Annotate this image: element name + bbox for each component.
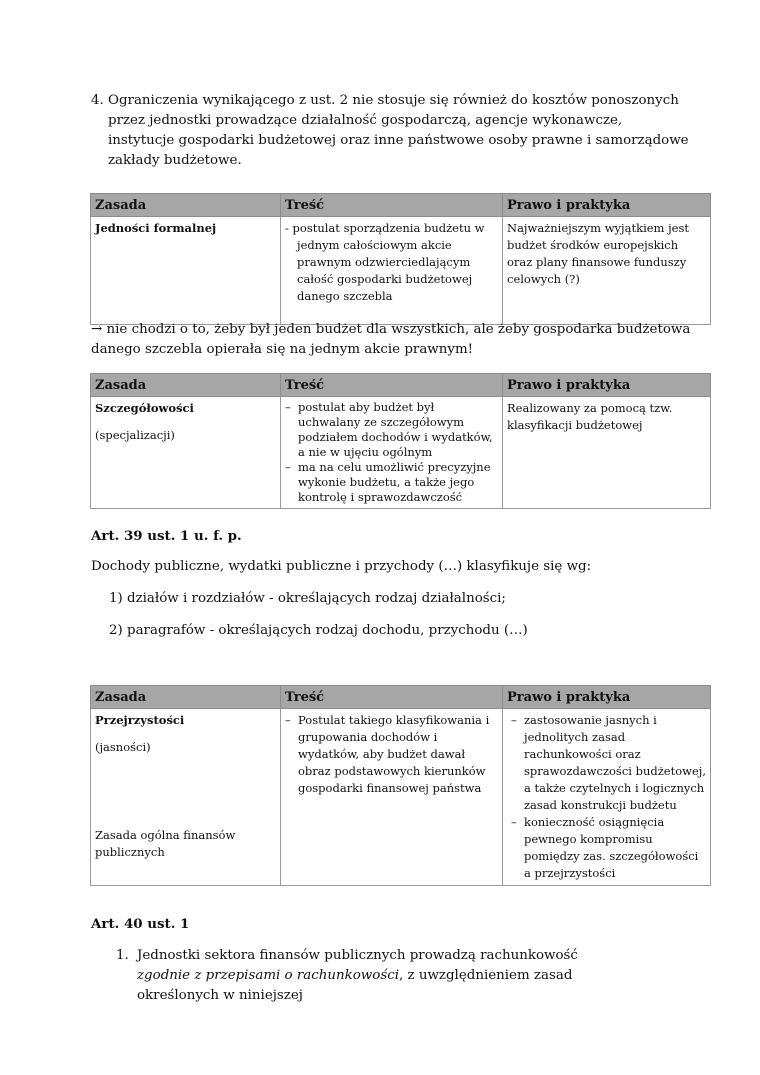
list-item: – zastosowanie jasnych i jednolitych zasad rachunkowości oraz sprawozdawczości budżetowej, a także czytelnych i logicznych zasad konstrukcji budżetu <box>511 712 706 814</box>
item-text-a: Jednostki sektora finansów publicznych prowadzą rachunkowość <box>137 948 578 963</box>
cell-tresc <box>281 397 503 509</box>
cell-zasada <box>91 709 281 886</box>
principles-table-2 <box>90 373 711 509</box>
list-item: – postulat aby budżet był uchwalany ze szczegółowym podziałem dochodów i wydatków, a nie w ujęciu ogólnym <box>285 400 498 460</box>
header-praktyka: Prawo i praktyka <box>503 686 711 709</box>
paragraph-number: 4. <box>91 93 104 108</box>
art40-item <box>116 946 616 1006</box>
cell-praktyka <box>503 397 711 509</box>
list-item: – Postulat takiego klasyfikowania i grupowania dochodów i wydatków, aby budżet dawał obraz podstawowych kierunków gospodarki finansowej państwa <box>285 712 498 797</box>
header-praktyka: Prawo i praktyka <box>503 374 711 397</box>
header-zasada: Zasada <box>91 686 281 709</box>
list-item: – ma na celu umożliwić precyzyjne wykonie budżetu, a także jego kontrolę i sprawozdawczość <box>285 460 498 505</box>
art39-heading: Art. 39 ust. 1 u. f. p. <box>91 528 242 544</box>
table-header-row <box>91 686 711 709</box>
header-zasada: Zasada <box>91 194 281 217</box>
header-tresc: Treść <box>281 194 503 217</box>
paragraph-4 <box>91 91 691 171</box>
item-text-c: , z uwzględnieniem zasad określonych w niniejszej <box>137 968 573 1003</box>
cell-tresc <box>281 709 503 886</box>
cell-zasada <box>91 217 281 325</box>
item-text-italic: zgodnie z przepisami o rachunkowości <box>137 968 399 983</box>
principle-name: Przejrzystości <box>95 713 185 727</box>
content-list <box>285 400 498 505</box>
header-praktyka: Prawo i praktyka <box>503 194 711 217</box>
principle-content: - postulat sporządzenia budżetu w jednym całościowym akcie prawnym odzwierciedlającym całość gospodarki budżetowej danego szczebla <box>285 221 485 303</box>
cell-praktyka <box>503 217 711 325</box>
cell-zasada <box>91 397 281 509</box>
principle-name: Jedności formalnej <box>95 221 217 235</box>
art39-intro: Dochody publiczne, wydatki publiczne i przychody (…) klasyfikuje się wg: <box>91 559 592 574</box>
table-row <box>91 709 711 886</box>
table-header-row <box>91 194 711 217</box>
art39-item-2: 2) paragrafów - określających rodzaj dochodu, przychodu (…) <box>109 623 528 638</box>
principle-practice: Najważniejszym wyjątkiem jest budżet środków europejskich oraz plany finansowe funduszy celowych (?) <box>507 221 690 286</box>
header-tresc: Treść <box>281 374 503 397</box>
paragraph-text: Ograniczenia wynikającego z ust. 2 nie stosuje się również do kosztów ponoszonych przez jednostki prowadzące działalność gospodarczą, agencje wykonawcze, instytucje gospodarki budżetowej oraz inne państwowe osoby prawne i samorządowe zakłady budżetowe. <box>108 93 689 168</box>
principles-table-1 <box>90 193 711 325</box>
principle-note: Zasada ogólna finansów publicznych <box>95 828 236 859</box>
cell-tresc <box>281 217 503 325</box>
header-tresc: Treść <box>281 686 503 709</box>
content-list <box>285 712 498 797</box>
table-row <box>91 397 711 509</box>
list-item: – konieczność osiągnięcia pewnego kompromisu pomiędzy zas. szczegółowości a przejrzystości <box>511 814 706 882</box>
principle-name: Szczegółowości <box>95 401 194 415</box>
item-text <box>116 946 616 1006</box>
practice-list <box>507 712 706 882</box>
item-number: 1. <box>116 948 129 963</box>
principles-table-3 <box>90 685 711 886</box>
principle-subname: (specjalizacji) <box>95 428 175 442</box>
art40-heading: Art. 40 ust. 1 <box>91 916 190 932</box>
table-header-row <box>91 374 711 397</box>
table-row <box>91 217 711 325</box>
cell-praktyka <box>503 709 711 886</box>
principle-practice: Realizowany za pomocą tzw. klasyfikacji budżetowej <box>507 401 673 432</box>
note-text: → nie chodzi o to, żeby był jeden budżet dla wszystkich, ale żeby gospodarka budżetowa danego szczebla opierała się na jednym akcie prawnym! <box>91 322 691 357</box>
principle-subname: (jasności) <box>95 740 151 754</box>
art39-item-1: 1) działów i rozdziałów - określających rodzaj działalności; <box>109 591 506 606</box>
header-zasada: Zasada <box>91 374 281 397</box>
